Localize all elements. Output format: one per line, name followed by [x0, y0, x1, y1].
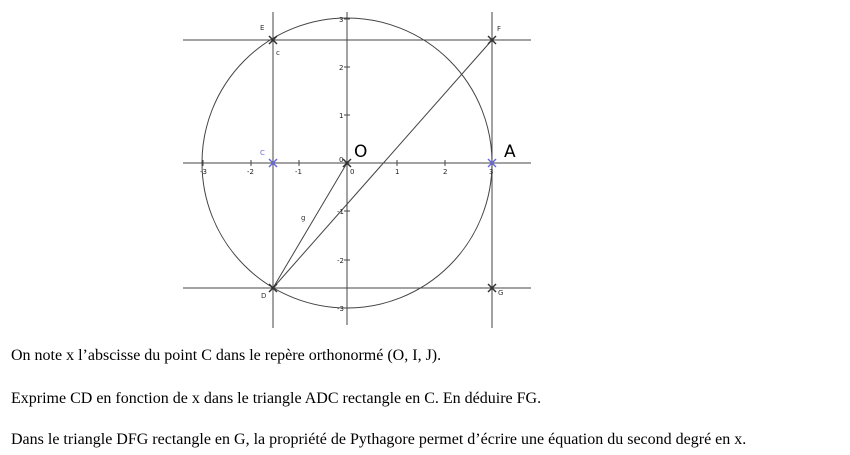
point-E-label: E: [260, 24, 265, 32]
y-tick-label: -2: [337, 257, 344, 265]
segment-DO: [273, 163, 347, 288]
point-F-label: F: [497, 25, 502, 33]
y-tick-label: 1: [339, 112, 344, 120]
y-tick-label: 0: [339, 156, 344, 164]
y-tick-label: -3: [337, 305, 344, 313]
x-tick-label: 2: [443, 168, 448, 176]
x-tick-label: -3: [200, 168, 207, 176]
x-tick-label: 1: [395, 168, 400, 176]
point-O-label: O: [354, 142, 368, 162]
segment-DF: [273, 40, 492, 288]
point-A-label: A: [504, 142, 516, 162]
x-tick-label: 3: [489, 168, 494, 176]
point-G-label: G: [498, 289, 504, 297]
point-C-label: C: [260, 149, 265, 157]
x-tick-label: -2: [247, 168, 254, 176]
statement-line-3: Dans le triangle DFG rectangle en G, la propriété de Pythagore permet d’écrire une équation du second degré en x.: [11, 431, 747, 448]
y-tick-label: -1: [337, 208, 344, 216]
y-tick-label: 2: [339, 64, 344, 72]
point-g-label: g: [301, 214, 306, 222]
point-D-label: D: [261, 292, 267, 300]
x-tick-label: 0: [350, 168, 355, 176]
statement-line-2: Exprime CD en fonction de x dans le triangle ADC rectangle en C. En déduire FG.: [11, 390, 542, 407]
y-tick-label: 3: [339, 16, 344, 24]
point-c-label: c: [276, 49, 280, 57]
statement-line-1: On note x l’abscisse du point C dans le repère orthonormé (O, I, J).: [11, 347, 442, 364]
x-tick-label: -1: [295, 168, 302, 176]
